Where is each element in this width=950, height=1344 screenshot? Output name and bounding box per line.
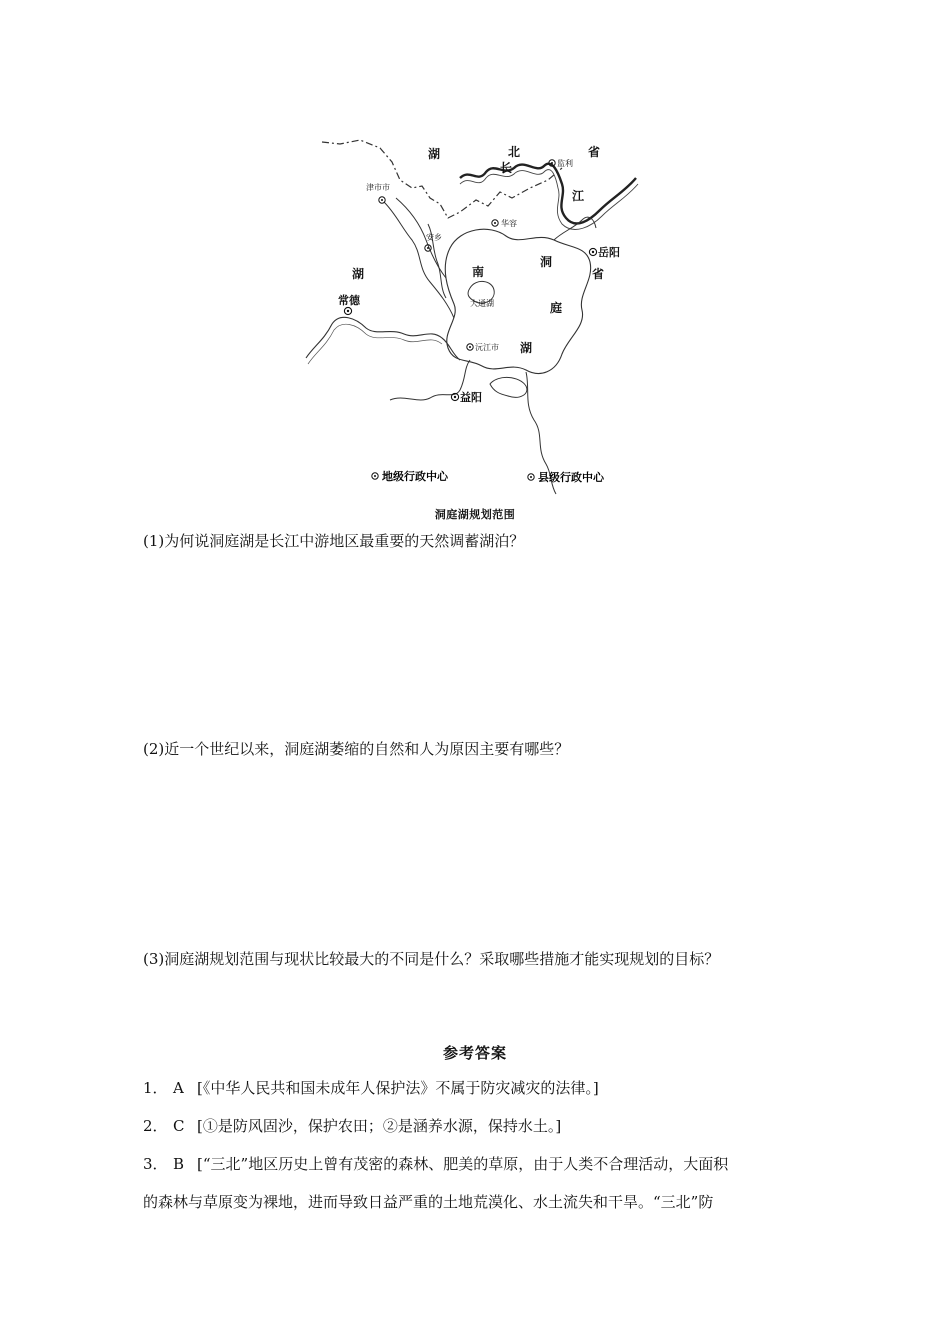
answer-2 bbox=[143, 1116, 808, 1136]
question-3: (3)洞庭湖规划范围与现状比较最大的不同是什么？采取哪些措施才能实现规划的目标？ bbox=[143, 950, 720, 968]
answers-title: 参考答案 bbox=[442, 1044, 507, 1062]
label-hu1: 湖 bbox=[428, 147, 441, 161]
legend-county: 县级行政中心 bbox=[538, 471, 604, 484]
label-anxiang: 安乡 bbox=[426, 233, 442, 242]
label-bei: 北 bbox=[508, 145, 521, 159]
label-jianli: 监利 bbox=[557, 159, 573, 168]
label-datonghu: 大通湖 bbox=[470, 299, 494, 308]
answer-2-text: [①是防风固沙，保护农田；②是涵养水源，保持水土。] bbox=[197, 1117, 562, 1135]
lake-outline bbox=[445, 229, 590, 373]
answer-3-letter: B bbox=[173, 1155, 185, 1173]
label-yuanjiang: 沅江市 bbox=[475, 343, 499, 352]
map-caption: 洞庭湖规划范围 bbox=[434, 508, 516, 521]
map-svg bbox=[300, 128, 650, 498]
question-2: (2)近一个世纪以来，洞庭湖萎缩的自然和人为原因主要有哪些？ bbox=[143, 740, 570, 758]
zi-river bbox=[390, 360, 470, 400]
yangtze-river bbox=[460, 164, 636, 224]
southern-loop bbox=[490, 377, 527, 397]
answer-3 bbox=[143, 1154, 808, 1174]
label-yiyang: 益阳 bbox=[460, 391, 482, 404]
question-1: (1)为何说洞庭湖是长江中游地区最重要的天然调蓄湖泊？ bbox=[143, 532, 525, 550]
answer-1-text: [《中华人民共和国未成年人保护法》不属于防灾减灾的法律。] bbox=[197, 1079, 599, 1097]
answer-1-letter: A bbox=[173, 1079, 184, 1097]
label-dong: 洞 bbox=[540, 255, 553, 269]
label-chang: 长 bbox=[500, 161, 513, 175]
answer-3-continued: 的森林与草原变为裸地，进而导致日益严重的土地荒漠化、水土流失和干旱。“三北”防 bbox=[143, 1193, 714, 1211]
label-jinshi: 津市市 bbox=[366, 183, 390, 192]
legend-prefecture: 地级行政中心 bbox=[382, 470, 448, 483]
answer-3-text: [“三北”地区历史上曾有茂密的森林、肥美的草原，由于人类不合理活动，大面积 bbox=[197, 1155, 729, 1173]
answer-1 bbox=[143, 1078, 808, 1098]
answer-3-num: 3． bbox=[143, 1155, 168, 1173]
label-changde: 常德 bbox=[338, 294, 360, 307]
map-legend bbox=[372, 469, 605, 484]
province-boundary bbox=[322, 140, 562, 218]
label-hu2: 湖 bbox=[352, 267, 365, 281]
label-huarong: 华容 bbox=[501, 219, 517, 228]
dongting-map bbox=[300, 128, 650, 498]
label-ting: 庭 bbox=[550, 301, 563, 315]
answer-1-num: 1． bbox=[143, 1079, 168, 1097]
label-sheng2: 省 bbox=[592, 267, 605, 281]
answer-2-letter: C bbox=[173, 1117, 185, 1135]
label-jiang: 江 bbox=[572, 189, 585, 203]
label-sheng1: 省 bbox=[588, 145, 601, 159]
west-river-1 bbox=[384, 202, 454, 318]
label-yueyang: 岳阳 bbox=[598, 246, 620, 259]
label-hu3: 湖 bbox=[520, 341, 533, 355]
answer-2-num: 2． bbox=[143, 1117, 168, 1135]
label-nan: 南 bbox=[472, 265, 485, 279]
